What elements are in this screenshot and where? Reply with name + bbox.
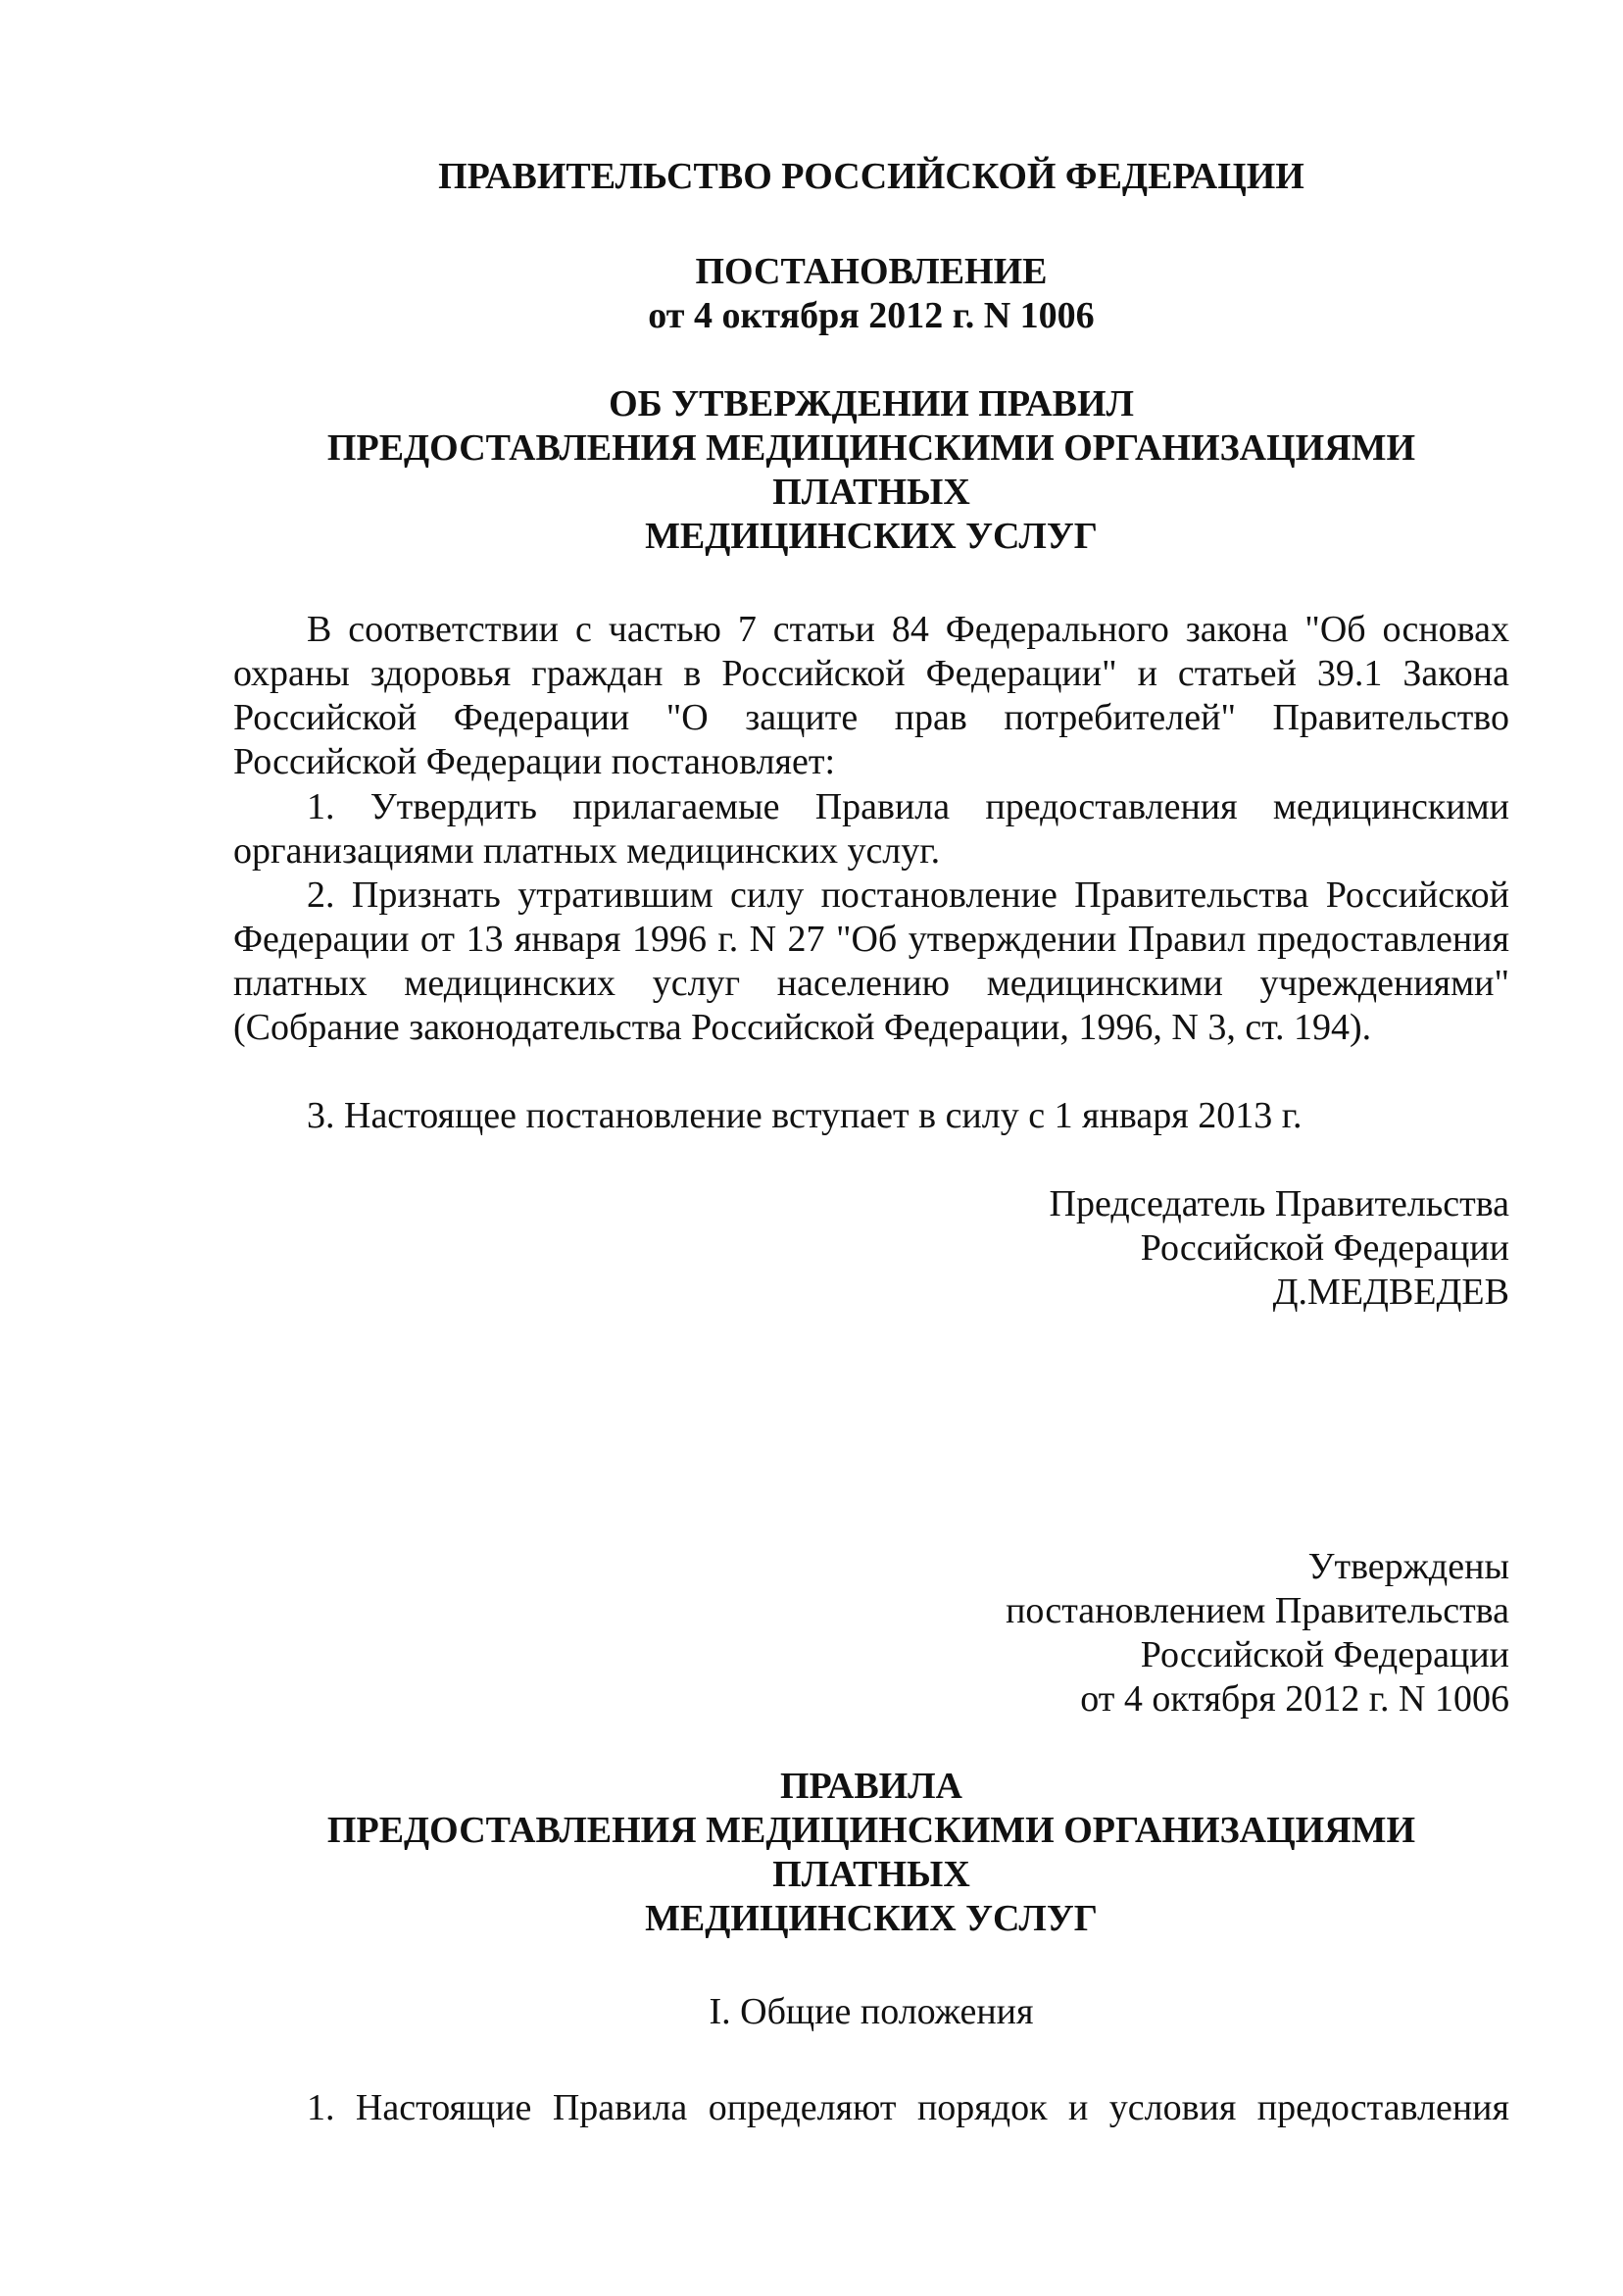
rules-clause-1: 1. Настоящие Правила определяют порядок и условия предоставления — [307, 2087, 1509, 2128]
resolution-item-1: 1. Утвердить прилагаемые Правила предоставления медицинскими организациями платных медицинских услуг. — [233, 786, 1509, 872]
rules-title-line: МЕДИЦИНСКИХ УСЛУГ — [645, 1898, 1098, 1939]
rules-title-line: ПРАВИЛА — [779, 1766, 962, 1807]
doc-date-number: от 4 октября 2012 г. N 1006 — [648, 295, 1095, 336]
approval-line: постановлением Правительства — [1006, 1590, 1509, 1631]
rules-title-line: ПЛАТНЫХ — [772, 1854, 970, 1895]
title-line: ОБ УТВЕРЖДЕНИИ ПРАВИЛ — [609, 383, 1134, 424]
signature-block — [233, 1182, 1509, 1315]
approval-block — [233, 1545, 1509, 1722]
signature-organization: Российской Федерации — [1140, 1227, 1509, 1269]
resolution-item-2: 2. Признать утратившим силу постановление Правительства Российской Федерации от 13 января 1996 г. N 27 "Об утверждении Правил предоставления платных медицинских услуг населению медицинскими учреждениями" (Собрание законодательства Российской Федерации, 1996, N 3, ст. 194). — [233, 874, 1509, 1048]
title-line: ПЛАТНЫХ — [772, 472, 970, 513]
preamble-paragraph: В соответствии с частью 7 статьи 84 Федерального закона "Об основах охраны здоровья граждан в Российской Федерации" и статьей 39.1 Закона Российской Федерации "О защите прав потребителей" Правительство Российской Федерации постановляет: — [233, 609, 1509, 782]
approval-line: Российской Федерации — [1140, 1634, 1509, 1675]
government-heading: ПРАВИТЕЛЬСТВО РОССИЙСКОЙ ФЕДЕРАЦИИ — [438, 156, 1304, 197]
document-title — [233, 382, 1509, 559]
rules-title — [233, 1765, 1509, 1941]
resolution-heading — [233, 250, 1509, 338]
signature-name: Д.МЕДВЕДЕВ — [1272, 1272, 1509, 1313]
title-line: МЕДИЦИНСКИХ УСЛУГ — [645, 516, 1098, 557]
doc-type: ПОСТАНОВЛЕНИЕ — [695, 251, 1048, 292]
rules-title-line: ПРЕДОСТАВЛЕНИЯ МЕДИЦИНСКИМИ ОРГАНИЗАЦИЯМИ — [326, 1810, 1416, 1851]
approval-line: от 4 октября 2012 г. N 1006 — [1080, 1678, 1509, 1720]
section-title: I. Общие положения — [709, 1991, 1034, 2032]
title-line: ПРЕДОСТАВЛЕНИЯ МЕДИЦИНСКИМИ ОРГАНИЗАЦИЯМИ — [326, 427, 1416, 469]
signature-position: Председатель Правительства — [1049, 1183, 1509, 1224]
resolution-item-3: 3. Настоящее постановление вступает в силу с 1 января 2013 г. — [307, 1095, 1303, 1136]
approval-line: Утверждены — [1307, 1546, 1509, 1587]
